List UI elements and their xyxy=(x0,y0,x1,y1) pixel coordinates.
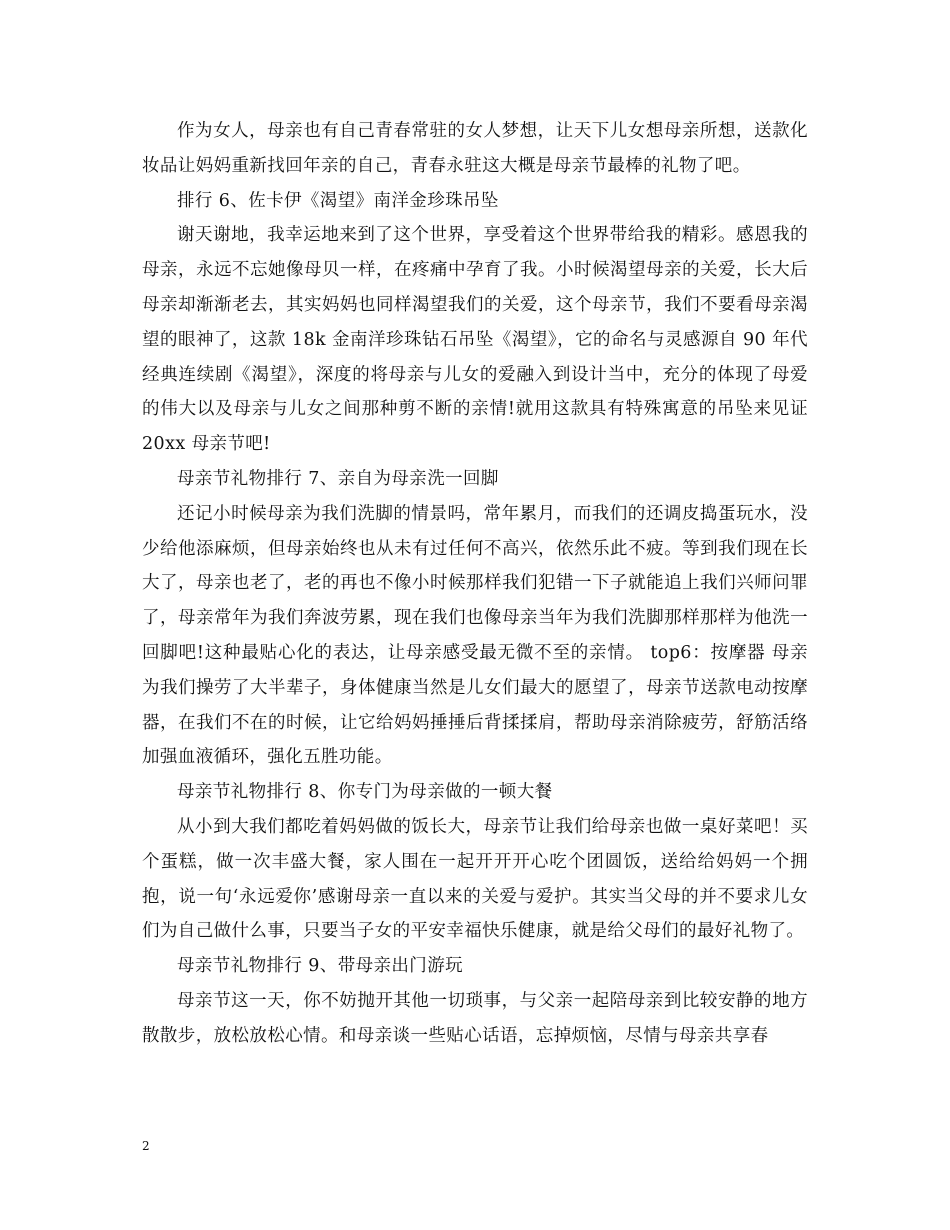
page-number: 2 xyxy=(142,1139,150,1153)
heading-rank-9: 母亲节礼物排行 9、带母亲出门游玩 xyxy=(177,956,463,977)
heading-rank-7: 母亲节礼物排行 7、亲自为母亲洗一回脚 xyxy=(177,468,499,489)
paragraph-cosmetics: 作为女人，母亲也有自己青春常驻的女人梦想，让天下儿女想母亲所想，送款化妆品让妈妈重新找回年亲的自己，青春永驻这大概是母亲节最棒的礼物了吧。 xyxy=(142,121,808,176)
document-body xyxy=(142,114,808,1054)
heading-rank-8: 母亲节礼物排行 8、你专门为母亲做的一顿大餐 xyxy=(177,782,553,803)
heading-rank-6: 排行 6、佐卡伊《渴望》南洋金珍珠吊坠 xyxy=(177,190,499,211)
paragraph-wash-feet: 还记小时候母亲为我们洗脚的情景吗，常年累月，而我们的还调皮捣蛋玩水，没少给他添麻烦，但母亲始终也从未有过任何不高兴，依然乐此不疲。等到我们现在长大了，母亲也老了，老的再也不像小时候那样我们犯错一下子就能追上我们兴师问罪了，母亲常年为我们奔波劳累，现在我们也像母亲当年为我们洗脚那样那样为他洗一回脚吧!这种最贴心化的表达，让母亲感受最无微不至的亲情。 top6：按摩器 母亲为我们操劳了大半辈子，身体健康当然是儿女们最大的愿望了，母亲节送款电动按摩器，在我们不在的时候，让它给妈妈捶捶后背揉揉肩，帮助母亲消除疲劳，舒筋活络加强血液循环，强化五胜功能。 xyxy=(142,503,808,768)
paragraph-outing: 母亲节这一天，你不妨抛开其他一切琐事，与父亲一起陪母亲到比较安静的地方散散步，放松放松心情。和母亲谈一些贴心话语，忘掉烦恼，尽情与母亲共享春 xyxy=(142,990,808,1046)
paragraph-dinner: 从小到大我们都吃着妈妈做的饭长大，母亲节让我们给母亲也做一桌好菜吧！买个蛋糕，做一次丰盛大餐，家人围在一起开开开心吃个团圆饭，送给给妈妈一个拥抱，说一句‘永远爱你’感谢母亲一直以来的关爱与爱护。其实当父母的并不要求儿女们为自己做什么事，只要当子女的平安幸福快乐健康，就是给父母们的最好礼物了。 xyxy=(142,816,808,942)
paragraph-pendant: 谢天谢地，我幸运地来到了这个世界，享受着这个世界带给我的精彩。感恩我的母亲，永远不忘她像母贝一样，在疼痛中孕育了我。小时候渴望母亲的关爱，长大后母亲却渐渐老去，其实妈妈也同样渴望我们的关爱，这个母亲节，我们不要看母亲渴望的眼神了，这款 18k 金南洋珍珠钻石吊坠《渴望》，它的命名与灵感源自 90 年代经典连续剧《渴望》，深度的将母亲与儿女的爱融入到设计当中，充分的体现了母爱的伟大以及母亲与儿女之间那种剪不断的亲情!就用这款具有特殊寓意的吊坠来见证 20xx 母亲节吧! xyxy=(142,225,808,455)
